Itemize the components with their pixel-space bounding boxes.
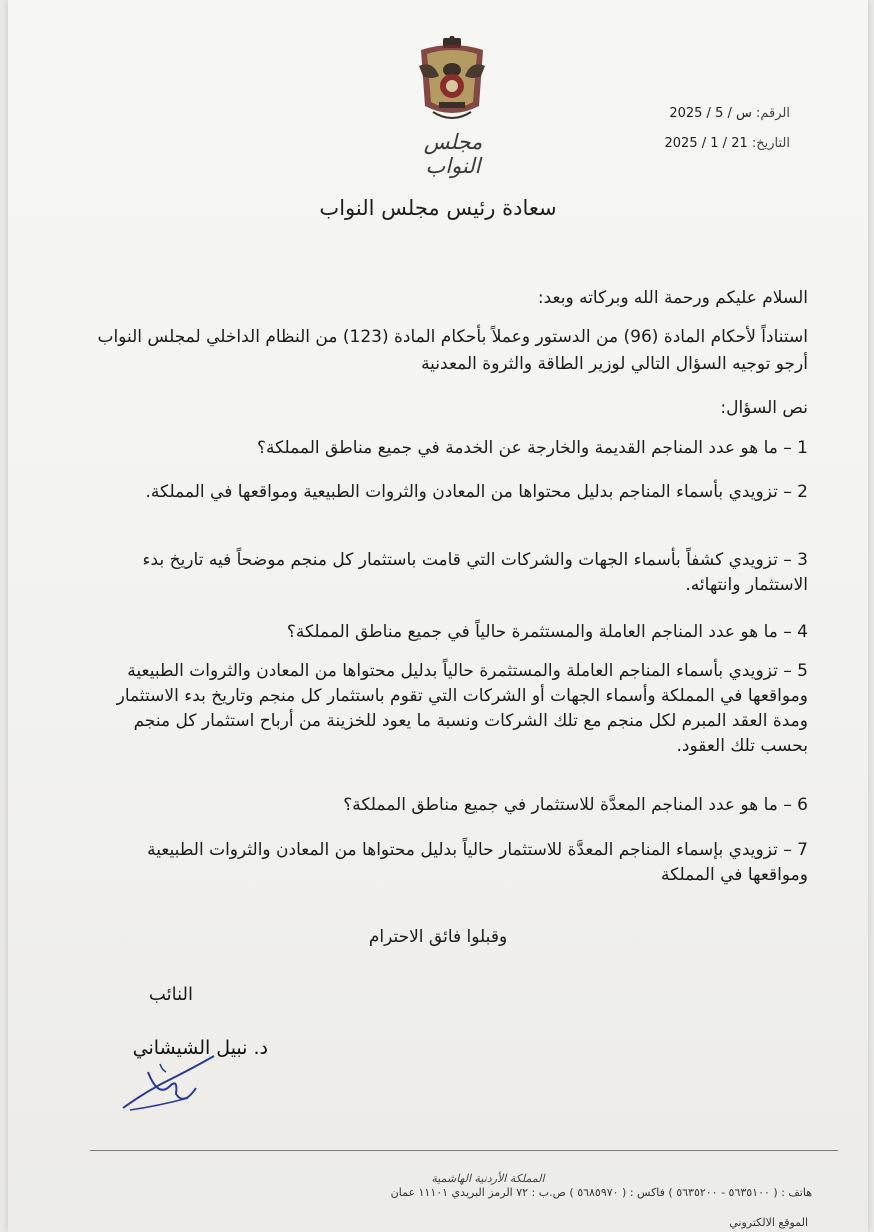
question-item: 6 – ما هو عدد المناجم المعدَّة للاستثمار في جميع مناطق المملكة؟ (343, 795, 808, 815)
question-item: 2 – تزويدي بأسماء المناجم بدليل محتواها من المعادن والثروات الطبيعية ومواقعها في المملكة. (145, 482, 808, 502)
question-item: 1 – ما هو عدد المناجم القديمة والخارجة عن الخدمة في جميع مناطق المملكة؟ (256, 438, 808, 458)
footer-logo-text: المملكة الأردنية الهاشمية (431, 1172, 545, 1185)
parliament-name: مجلس النواب (423, 130, 483, 178)
letter-date (665, 136, 791, 151)
footer-address-line: الموقع الالكتروني (729, 1216, 808, 1229)
addressee: سعادة رئيس مجلس النواب (319, 196, 557, 220)
date-label: التاريخ: (751, 136, 790, 151)
date-value: 21 / 1 / 2025 (664, 136, 748, 151)
handwritten-signature (118, 1050, 238, 1120)
greeting: السلام عليكم ورحمة الله وبركاته وبعد: (537, 288, 808, 308)
intro-paragraph: استناداً لأحكام المادة (96) من الدستور وعملاً بأحكام المادة (123) من النظام الداخلي لمجلس النواب أرجو توجيه السؤال التالي لوزير الطاقة والثروة المعدنية (97, 327, 808, 374)
letter-page (8, 0, 868, 1232)
question-item: 3 – تزويدي كشفاً بأسماء الجهات والشركات التي قامت باستثمار كل منجم موضحاً فيه تاريخ بدء الاستثمار وانتهائه. (142, 550, 808, 595)
question-item: 5 – تزويدي بأسماء المناجم العاملة والمستثمرة حالياً بدليل محتواها من المعادن والثروات الطبيعية ومواقعها في المملكة وأسماء الجهات أو الشركات التي تقوم باستثمار كل منجم وتاريخ بدء الاستثمار ومدة العقد المبرم لكل منجم مع تلك الشركات ونسبة ما يعود للخزينة من أرباح استثمار كل منجم بحسب تلك العقود. (116, 661, 808, 756)
sender-name: د. نبيل الشيشاني (132, 1037, 268, 1059)
footer-contact-line: هاتف : ( ٥٦٣٥١٠٠ - ٥٦٣٥٢٠٠ ) فاكس : ( ٥٦٨٥٩٧٠ ) ص.ب : ٧٢ الرمز البريدي ١١١٠١ عمان (390, 1186, 812, 1199)
footer-divider (90, 1150, 838, 1151)
reference-value: س / 5 / 2025 (669, 106, 752, 121)
sender-title: النائب (148, 984, 193, 1005)
reference-number (669, 106, 790, 121)
reference-label: الرقم: (756, 106, 790, 121)
jordan-coat-of-arms-icon (413, 36, 491, 126)
closing-line: وقبلوا فائق الاحترام (368, 927, 508, 947)
question-item: 7 – تزويدي بإسماء المناجم المعدَّة للاستثمار حالياً بدليل محتواها من المعادن والثروات الطبيعية ومواقعها في المملكة (147, 840, 808, 885)
question-heading: نص السؤال: (720, 398, 808, 418)
question-item: 4 – ما هو عدد المناجم العاملة والمستثمرة حالياً في جميع مناطق المملكة؟ (286, 622, 808, 642)
